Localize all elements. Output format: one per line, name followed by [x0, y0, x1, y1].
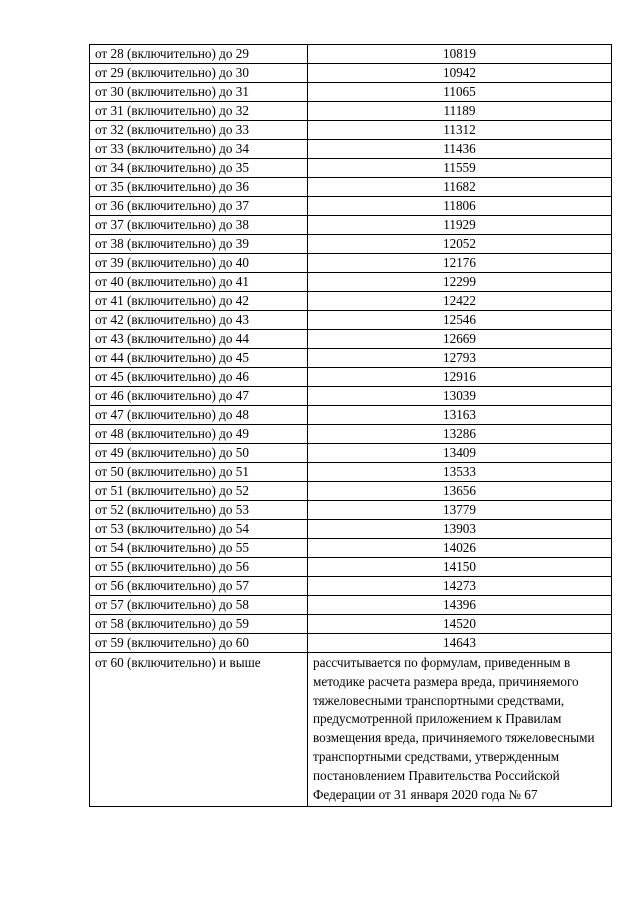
range-cell: от 58 (включительно) до 59	[90, 615, 308, 634]
table-row	[90, 330, 612, 349]
value-cell: 12669	[308, 330, 612, 349]
table-row-final	[90, 653, 612, 807]
range-cell: от 30 (включительно) до 31	[90, 83, 308, 102]
range-cell: от 54 (включительно) до 55	[90, 539, 308, 558]
range-cell: от 36 (включительно) до 37	[90, 197, 308, 216]
value-cell: 14520	[308, 615, 612, 634]
range-cell: от 55 (включительно) до 56	[90, 558, 308, 577]
table-row	[90, 102, 612, 121]
range-cell: от 41 (включительно) до 42	[90, 292, 308, 311]
value-cell: 14396	[308, 596, 612, 615]
table-row	[90, 482, 612, 501]
table-row	[90, 83, 612, 102]
value-cell: 13286	[308, 425, 612, 444]
table-row	[90, 311, 612, 330]
range-cell: от 38 (включительно) до 39	[90, 235, 308, 254]
table-row	[90, 216, 612, 235]
value-cell: 12546	[308, 311, 612, 330]
rates-table-body	[90, 45, 612, 807]
value-cell: 10819	[308, 45, 612, 64]
table-row	[90, 463, 612, 482]
value-cell: 12176	[308, 254, 612, 273]
value-cell: 11436	[308, 140, 612, 159]
range-cell: от 42 (включительно) до 43	[90, 311, 308, 330]
range-cell: от 35 (включительно) до 36	[90, 178, 308, 197]
table-row	[90, 235, 612, 254]
value-cell: 11189	[308, 102, 612, 121]
value-cell: 11929	[308, 216, 612, 235]
range-cell-final: от 60 (включительно) и выше	[90, 653, 308, 807]
value-cell: 13039	[308, 387, 612, 406]
range-cell: от 52 (включительно) до 53	[90, 501, 308, 520]
table-row	[90, 577, 612, 596]
value-cell: 13409	[308, 444, 612, 463]
value-cell: 14026	[308, 539, 612, 558]
range-cell: от 29 (включительно) до 30	[90, 64, 308, 83]
table-row	[90, 64, 612, 83]
table-row	[90, 520, 612, 539]
table-row	[90, 425, 612, 444]
value-cell: 13779	[308, 501, 612, 520]
range-cell: от 44 (включительно) до 45	[90, 349, 308, 368]
table-row	[90, 406, 612, 425]
range-cell: от 31 (включительно) до 32	[90, 102, 308, 121]
table-row	[90, 140, 612, 159]
range-cell: от 33 (включительно) до 34	[90, 140, 308, 159]
range-cell: от 47 (включительно) до 48	[90, 406, 308, 425]
value-cell: 13656	[308, 482, 612, 501]
range-cell: от 39 (включительно) до 40	[90, 254, 308, 273]
range-cell: от 34 (включительно) до 35	[90, 159, 308, 178]
table-row	[90, 501, 612, 520]
table-row	[90, 254, 612, 273]
table-row	[90, 558, 612, 577]
table-row	[90, 368, 612, 387]
rates-table	[89, 44, 612, 807]
formula-note-cell: рассчитывается по формулам, приведенным в методике расчета размера вреда, причиняемого тяжеловесными транспортными средствами, предусмотренной приложением к Правилам возмещения вреда, причиняемого тяжеловесными транспортными средствами, утвержденным постановлением Правительства Российской Федерации от 31 января 2020 года № 67	[308, 653, 612, 807]
table-row	[90, 387, 612, 406]
range-cell: от 32 (включительно) до 33	[90, 121, 308, 140]
range-cell: от 45 (включительно) до 46	[90, 368, 308, 387]
table-row	[90, 178, 612, 197]
table-row	[90, 45, 612, 64]
value-cell: 14643	[308, 634, 612, 653]
range-cell: от 53 (включительно) до 54	[90, 520, 308, 539]
range-cell: от 48 (включительно) до 49	[90, 425, 308, 444]
table-row	[90, 615, 612, 634]
range-cell: от 46 (включительно) до 47	[90, 387, 308, 406]
value-cell: 14150	[308, 558, 612, 577]
value-cell: 11682	[308, 178, 612, 197]
value-cell: 13903	[308, 520, 612, 539]
value-cell: 11806	[308, 197, 612, 216]
range-cell: от 40 (включительно) до 41	[90, 273, 308, 292]
range-cell: от 56 (включительно) до 57	[90, 577, 308, 596]
range-cell: от 37 (включительно) до 38	[90, 216, 308, 235]
table-row	[90, 273, 612, 292]
range-cell: от 49 (включительно) до 50	[90, 444, 308, 463]
range-cell: от 43 (включительно) до 44	[90, 330, 308, 349]
table-row	[90, 634, 612, 653]
table-row	[90, 596, 612, 615]
table-row	[90, 349, 612, 368]
table-row	[90, 197, 612, 216]
value-cell: 12299	[308, 273, 612, 292]
table-row	[90, 292, 612, 311]
value-cell: 13533	[308, 463, 612, 482]
value-cell: 13163	[308, 406, 612, 425]
value-cell: 10942	[308, 64, 612, 83]
range-cell: от 50 (включительно) до 51	[90, 463, 308, 482]
value-cell: 11065	[308, 83, 612, 102]
table-row	[90, 121, 612, 140]
value-cell: 11312	[308, 121, 612, 140]
table-row	[90, 539, 612, 558]
value-cell: 12052	[308, 235, 612, 254]
range-cell: от 51 (включительно) до 52	[90, 482, 308, 501]
table-row	[90, 159, 612, 178]
value-cell: 12793	[308, 349, 612, 368]
value-cell: 12916	[308, 368, 612, 387]
range-cell: от 59 (включительно) до 60	[90, 634, 308, 653]
table-row	[90, 444, 612, 463]
range-cell: от 28 (включительно) до 29	[90, 45, 308, 64]
range-cell: от 57 (включительно) до 58	[90, 596, 308, 615]
value-cell: 12422	[308, 292, 612, 311]
value-cell: 14273	[308, 577, 612, 596]
value-cell: 11559	[308, 159, 612, 178]
